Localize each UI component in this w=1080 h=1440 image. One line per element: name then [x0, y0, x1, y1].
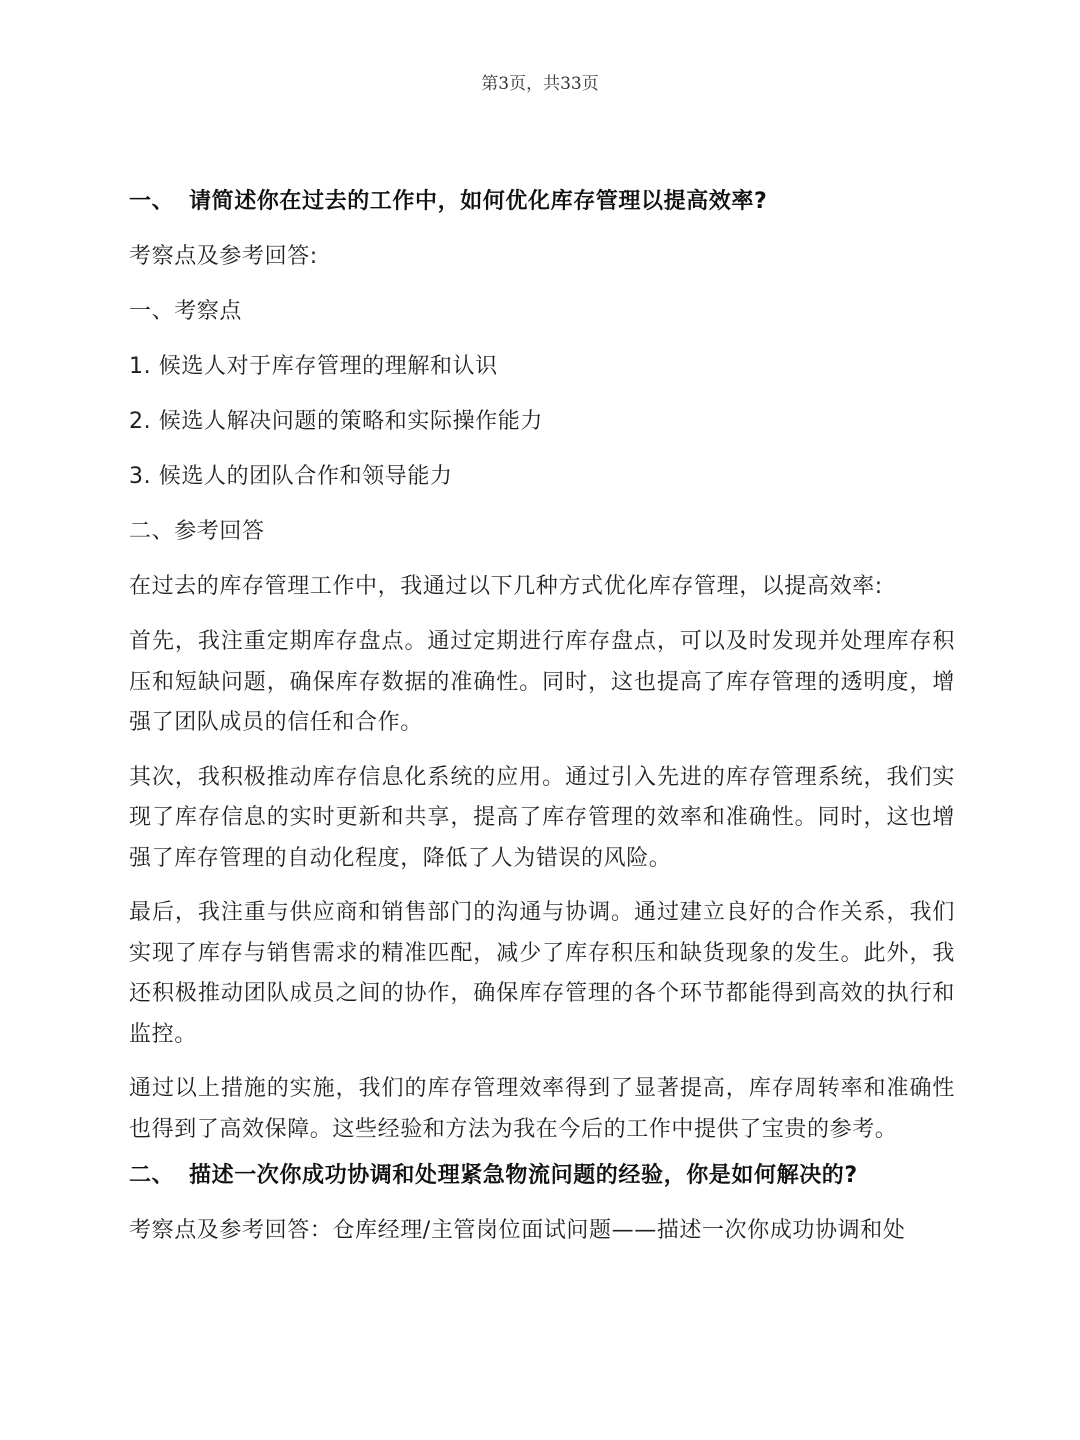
page-indicator: 第3页，共33页: [481, 74, 599, 94]
list-item: 3. 候选人的团队合作和领导能力: [129, 464, 453, 489]
section-heading-points: 一、考察点: [129, 299, 243, 324]
answer-label-2: 考察点及参考回答：仓库经理/主管岗位面试问题——描述一次你成功协调和处: [129, 1218, 906, 1243]
paragraph: 通过以上措施的实施，我们的库存管理效率得到了显著提高，库存周转率和准确性也得到了高效保障。这些经验和方法为我在今后的工作中提供了宝贵的参考。: [129, 1076, 955, 1142]
intro-paragraph: 在过去的库存管理工作中，我通过以下几种方式优化库存管理，以提高效率:: [129, 574, 883, 599]
question-1-number: 一、: [129, 189, 175, 214]
paragraph: 最后，我注重与供应商和销售部门的沟通与协调。通过建立良好的合作关系，我们实现了库存与销售需求的精准匹配，减少了库存积压和缺货现象的发生。此外，我还积极推动团队成员之间的协作，确保库存管理的各个环节都能得到高效的执行和监控。: [129, 900, 955, 1047]
question-2: [129, 1162, 955, 1190]
paragraph: 首先，我注重定期库存盘点。通过定期进行库存盘点，可以及时发现并处理库存积压和短缺问题，确保库存数据的准确性。同时，这也提高了库存管理的透明度，增强了团队成员的信任和合作。: [129, 629, 955, 735]
question-2-text: 描述一次你成功协调和处理紧急物流问题的经验，你是如何解决的?: [189, 1163, 858, 1188]
paragraph: 其次，我积极推动库存信息化系统的应用。通过引入先进的库存管理系统，我们实现了库存信息的实时更新和共享，提高了库存管理的效率和准确性。同时，这也增强了库存管理的自动化程度，降低了人为错误的风险。: [129, 764, 955, 871]
question-1: [129, 188, 955, 216]
section-heading-answer: 二、参考回答: [129, 519, 265, 544]
answer-label-1: 考察点及参考回答:: [129, 244, 318, 269]
question-1-text: 请简述你在过去的工作中，如何优化库存管理以提高效率?: [189, 189, 768, 214]
document-body: [129, 188, 955, 1245]
list-item: 1. 候选人对于库存管理的理解和认识: [129, 354, 498, 379]
question-2-number: 二、: [129, 1163, 175, 1188]
list-item: 2. 候选人解决问题的策略和实际操作能力: [129, 409, 543, 434]
